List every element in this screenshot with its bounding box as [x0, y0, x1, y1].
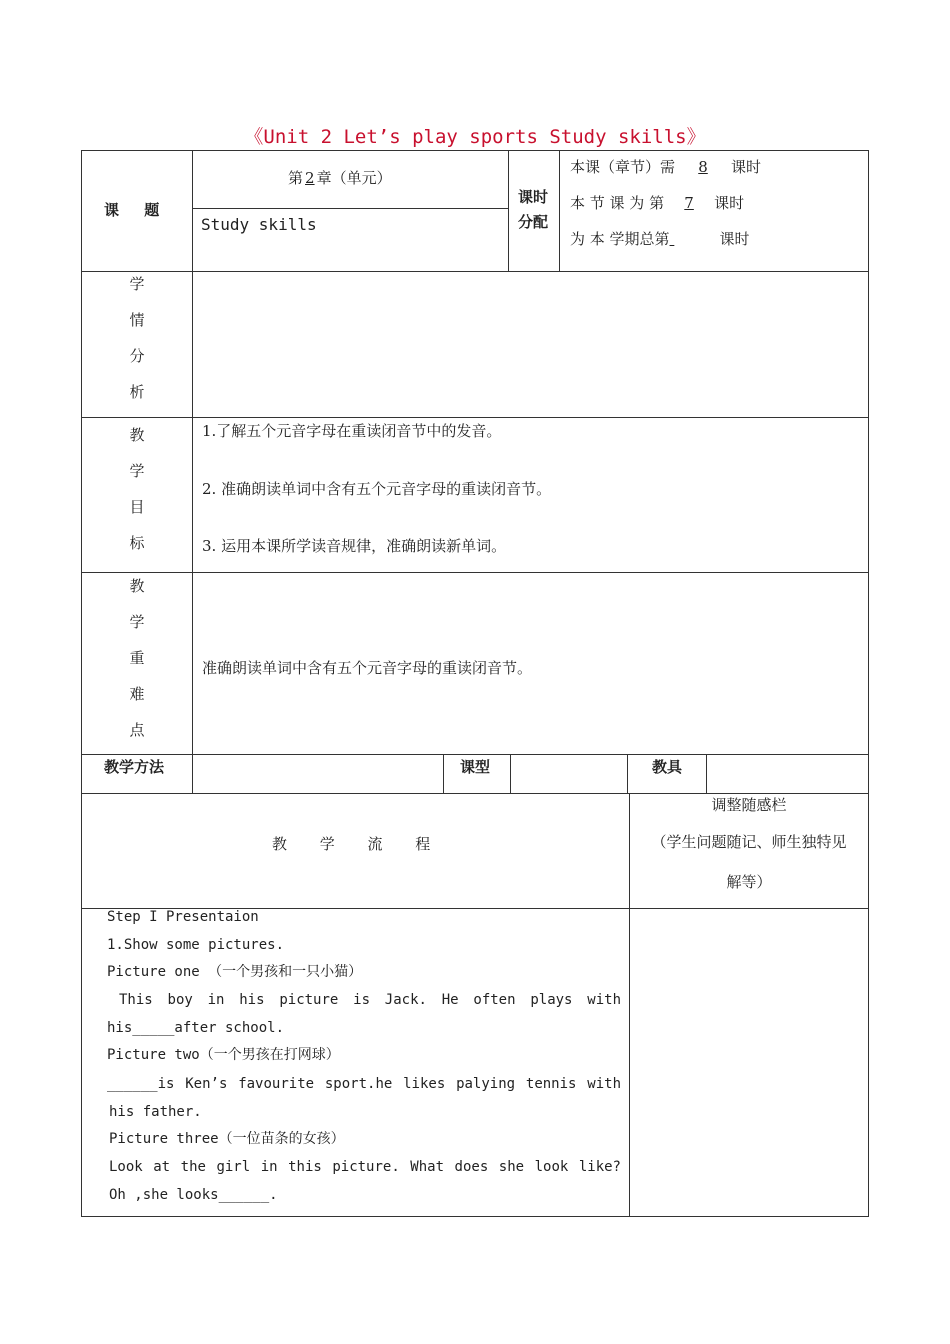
picture-two-line-1: ______is Ken’s favourite sport.he likes palying tennis with	[107, 1076, 621, 1092]
allocation-line-2-prefix: 本 节 课 为 第	[570, 194, 665, 212]
key-points-char: 学	[129, 613, 145, 631]
picture-three-title: Picture three（一位苗条的女孩）	[109, 1131, 345, 1147]
lesson-type-label: 课型	[460, 758, 491, 776]
chapter-number: 2	[305, 169, 315, 187]
content-line-1: 1.Show some pictures.	[107, 937, 285, 953]
analysis-label	[82, 266, 192, 410]
chapter-line	[288, 171, 392, 186]
analysis-char: 析	[129, 383, 145, 401]
goal-item-3: 3. 运用本课所学读音规律，准确朗读新单词。	[202, 537, 507, 555]
key-points-char: 教	[129, 577, 145, 595]
goals-label	[82, 417, 192, 561]
allocation-label-2: 分配	[518, 213, 549, 231]
allocation-line-3-suffix: 课时	[719, 230, 750, 248]
allocation-semester-blank	[670, 232, 720, 247]
lesson-name: Study skills	[201, 215, 317, 234]
allocation-line-3	[570, 232, 750, 247]
picture-one-line-2: his_____after school.	[107, 1020, 285, 1036]
goal-item-2: 2. 准确朗读单词中含有五个元音字母的重读闭音节。	[202, 480, 552, 498]
key-points-label	[82, 568, 192, 748]
picture-one-line-1: This boy in his picture is Jack. He often plays with	[119, 992, 621, 1008]
allocation-line-3-prefix: 为 本 学期总第	[570, 230, 670, 248]
picture-two-title: Picture two（一个男孩在打网球）	[107, 1047, 340, 1063]
document-title: 《Unit 2 Let’s play sports Study skills》	[244, 126, 706, 148]
allocation-line-1	[570, 160, 761, 175]
goals-char: 学	[129, 462, 145, 480]
picture-two-line-2: his father.	[109, 1104, 202, 1120]
picture-three-line-1: Look at the girl in this picture. What does she look like?	[109, 1159, 621, 1175]
goals-char: 教	[129, 426, 145, 444]
notes-subtitle-1: （学生问题随记、师生独特见	[651, 833, 847, 851]
analysis-char: 学	[129, 275, 145, 293]
allocation-label-1: 课时	[518, 188, 549, 206]
allocation-line-1-suffix: 课时	[731, 158, 762, 176]
notes-subtitle-2: 解等）	[726, 873, 772, 891]
analysis-char: 情	[129, 311, 145, 329]
teaching-aids-label: 教具	[652, 758, 683, 776]
allocation-line-1-prefix: 本课（章节）需	[570, 158, 676, 176]
notes-title: 调整随感栏	[711, 796, 787, 814]
goal-item-1: 1.了解五个元音字母在重读闭音节中的发音。	[202, 422, 502, 440]
key-points-char: 点	[129, 721, 145, 739]
allocation-total-hours: 8	[698, 158, 708, 176]
picture-one-title: Picture one （一个男孩和一只小猫）	[107, 964, 363, 980]
method-label: 教学方法	[104, 758, 165, 776]
allocation-line-2	[570, 196, 744, 211]
goals-char: 目	[129, 498, 145, 516]
chapter-suffix: 章（单元）	[316, 169, 392, 187]
analysis-char: 分	[129, 347, 145, 365]
topic-label: 课 题	[104, 201, 160, 219]
step-heading: Step I Presentaion	[107, 909, 259, 925]
key-points-text: 准确朗读单词中含有五个元音字母的重读闭音节。	[202, 659, 533, 677]
allocation-line-2-suffix: 课时	[714, 194, 745, 212]
chapter-prefix: 第	[288, 169, 304, 187]
key-points-char: 重	[129, 649, 145, 667]
picture-three-line-2: Oh ,she looks______.	[109, 1187, 278, 1203]
flow-label: 教 学 流 程	[272, 835, 431, 853]
key-points-char: 难	[129, 685, 145, 703]
allocation-lesson-number: 7	[684, 194, 694, 212]
goals-char: 标	[129, 534, 145, 552]
